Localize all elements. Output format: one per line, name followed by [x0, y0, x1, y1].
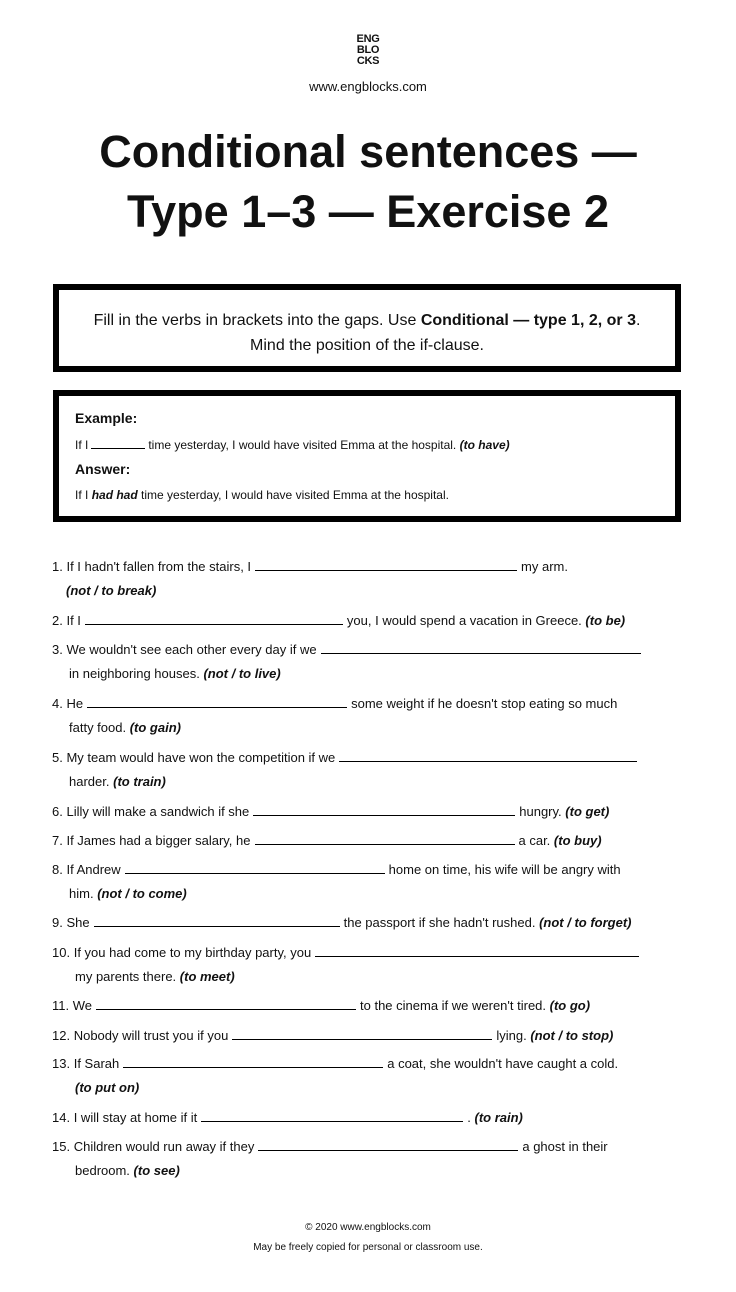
exercise-item: [52, 1027, 613, 1043]
item-text-before: We wouldn't see each other every day if we: [66, 642, 317, 657]
item-text-continuation: in neighboring houses.: [69, 666, 200, 681]
item-text-before: Nobody will trust you if you: [73, 1028, 229, 1043]
item-text-before: I will stay at home if it: [73, 1110, 198, 1125]
item-text-before: Children would run away if they: [73, 1139, 255, 1154]
item-number: 3.: [52, 642, 63, 657]
exercise-item-continuation: [75, 1080, 139, 1095]
exercise-item: [52, 641, 645, 657]
item-hint: (not / to stop): [530, 1028, 614, 1043]
item-text-continuation: him.: [69, 886, 94, 901]
item-text-before: If Andrew: [66, 862, 121, 877]
item-hint: (to be): [585, 613, 626, 628]
item-hint: (to see): [133, 1163, 180, 1178]
exercise-item: [52, 695, 617, 711]
footer-note: May be freely copied for personal or classroom use.: [253, 1242, 483, 1253]
exercise-item: [52, 914, 631, 930]
item-text-before: We: [72, 998, 92, 1013]
item-text-after: to the cinema if we weren't tired.: [360, 998, 547, 1013]
item-hint: (to meet): [179, 969, 235, 984]
item-text-after: lying.: [496, 1028, 527, 1043]
exercise-item: [52, 1109, 523, 1125]
item-text-continuation: bedroom.: [75, 1163, 130, 1178]
exercise-item: [52, 612, 625, 628]
item-text-before: He: [66, 696, 84, 711]
instructions-part2: . Mind the position of the if-clause.: [250, 312, 641, 354]
item-text-before: Lilly will make a sandwich if she: [66, 804, 250, 819]
answer-blank[interactable]: [201, 1109, 463, 1122]
exercise-item-continuation: [69, 886, 187, 901]
exercise-item: [52, 558, 568, 574]
item-number: 15.: [52, 1139, 71, 1154]
answer-blank[interactable]: [253, 803, 515, 816]
answer-blank[interactable]: [87, 695, 347, 708]
item-number: 10.: [52, 945, 71, 960]
item-text-after: my arm.: [521, 559, 568, 574]
answer-sentence: [75, 488, 449, 502]
exercise-item-continuation: [75, 1163, 180, 1178]
answer-label: Answer:: [75, 461, 131, 477]
logo-line: BLO: [356, 44, 380, 56]
answer-blank[interactable]: [125, 861, 385, 874]
item-hint: (not / to break): [66, 583, 157, 598]
logo-line: CKS: [356, 55, 380, 67]
exercise-item-continuation: [66, 583, 156, 598]
exercise-item: [52, 749, 641, 765]
item-hint: (to gain): [129, 720, 181, 735]
exercise-item: [52, 803, 609, 819]
exercise-item: [52, 944, 643, 960]
answer-blank[interactable]: [339, 749, 637, 762]
exercise-item-continuation: [75, 969, 235, 984]
example-hint: (to have): [459, 438, 510, 452]
exercise-item: [52, 1055, 618, 1071]
item-number: 2.: [52, 613, 63, 628]
exercise-item: [52, 1138, 608, 1154]
item-text-after: a coat, she wouldn't have caught a cold.: [387, 1056, 619, 1071]
instructions-text: [83, 308, 651, 358]
item-text-after: some weight if he doesn't stop eating so much: [351, 696, 618, 711]
answer-before: If I: [75, 488, 89, 502]
answer-blank[interactable]: [123, 1055, 383, 1068]
item-text-before: If I: [66, 613, 81, 628]
exercise-item-continuation: [69, 774, 166, 789]
item-hint: (to put on): [75, 1080, 140, 1095]
item-number: 11.: [52, 998, 70, 1013]
exercise-item: [52, 997, 590, 1013]
exercise-item: [52, 832, 602, 848]
exercise-item-continuation: [69, 666, 281, 681]
item-text-before: She: [66, 915, 90, 930]
answer-bold: had had: [91, 488, 138, 502]
item-text-after: you, I would spend a vacation in Greece.: [346, 613, 582, 628]
item-text-before: If James had a bigger salary, he: [66, 833, 251, 848]
item-text-after: .: [467, 1110, 471, 1125]
item-number: 8.: [52, 862, 63, 877]
title-line-1: Conditional sentences —: [99, 126, 637, 177]
item-text-after: home on time, his wife will be angry with: [388, 862, 621, 877]
page-title: [20, 122, 716, 242]
engblocks-logo: [344, 34, 392, 67]
item-text-before: If Sarah: [73, 1056, 120, 1071]
item-hint: (to go): [549, 998, 591, 1013]
answer-blank[interactable]: [232, 1027, 492, 1040]
item-text-after: a ghost in their: [522, 1139, 608, 1154]
item-number: 5.: [52, 750, 63, 765]
item-number: 7.: [52, 833, 63, 848]
answer-blank[interactable]: [321, 641, 641, 654]
item-text-after: a car.: [518, 833, 551, 848]
item-text-continuation: harder.: [69, 774, 110, 789]
site-url[interactable]: www.engblocks.com: [309, 79, 427, 94]
item-number: 4.: [52, 696, 63, 711]
item-text-continuation: my parents there.: [75, 969, 177, 984]
title-line-2: Type 1–3 — Exercise 2: [127, 186, 609, 237]
logo-line: ENG: [356, 33, 380, 45]
footer-copyright: © 2020 www.engblocks.com: [305, 1222, 431, 1233]
item-text-after: hungry.: [519, 804, 562, 819]
item-text-before: My team would have won the competition if we: [66, 750, 336, 765]
example-gap: [91, 437, 145, 449]
answer-blank[interactable]: [255, 558, 517, 571]
item-number: 9.: [52, 915, 63, 930]
answer-blank[interactable]: [94, 914, 340, 927]
answer-blank[interactable]: [258, 1138, 518, 1151]
item-hint: (to train): [113, 774, 166, 789]
item-text-before: If you had come to my birthday party, you: [73, 945, 312, 960]
example-sentence: [75, 437, 510, 452]
item-text-before: If I hadn't fallen from the stairs, I: [66, 559, 252, 574]
answer-blank[interactable]: [85, 612, 343, 625]
instructions-part1: Fill in the verbs in brackets into the gaps. Use: [93, 312, 421, 329]
item-hint: (to get): [565, 804, 610, 819]
item-text-after: the passport if she hadn't rushed.: [343, 915, 536, 930]
item-hint: (to buy): [553, 833, 602, 848]
exercise-item-continuation: [69, 720, 181, 735]
item-number: 6.: [52, 804, 63, 819]
item-hint: (not / to forget): [539, 915, 632, 930]
example-after: time yesterday, I would have visited Emma at the hospital.: [148, 438, 457, 452]
example-label: Example:: [75, 410, 138, 426]
answer-after: time yesterday, I would have visited Emma at the hospital.: [141, 488, 449, 502]
item-number: 1.: [52, 559, 63, 574]
item-hint: (not / to come): [97, 886, 187, 901]
example-box: [53, 390, 681, 522]
instructions-box: [53, 284, 681, 372]
item-number: 14.: [52, 1110, 71, 1125]
item-number: 12.: [52, 1028, 71, 1043]
exercise-item: [52, 861, 621, 877]
item-text-continuation: fatty food.: [69, 720, 127, 735]
instructions-bold: Conditional — type 1, 2, or 3: [420, 312, 636, 329]
answer-blank[interactable]: [315, 944, 639, 957]
item-hint: (not / to live): [203, 666, 281, 681]
item-number: 13.: [52, 1056, 71, 1071]
item-hint: (to rain): [474, 1110, 523, 1125]
example-before: If I: [75, 438, 89, 452]
answer-blank[interactable]: [96, 997, 356, 1010]
answer-blank[interactable]: [255, 832, 515, 845]
